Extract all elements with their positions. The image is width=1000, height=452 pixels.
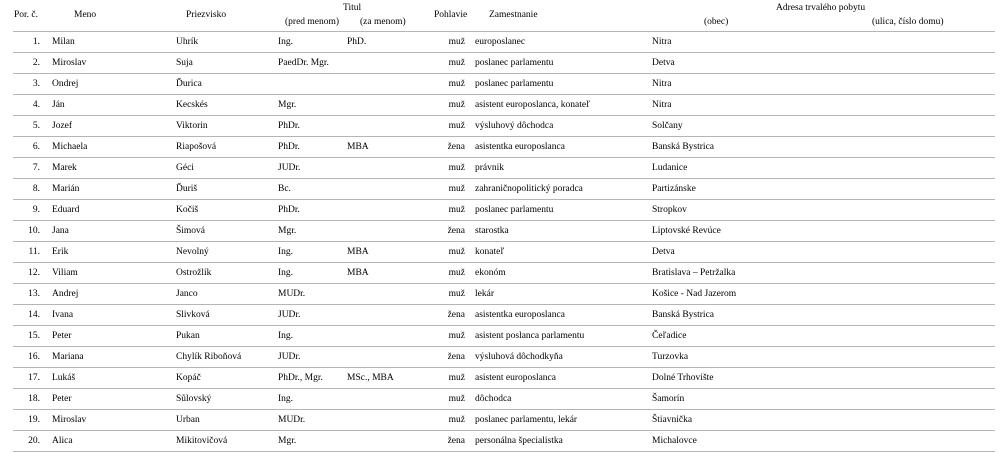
table-row	[13, 179, 995, 200]
pohlavie-cell: muž	[427, 158, 469, 179]
table-row	[13, 200, 995, 221]
meno-cell: Ondrej	[45, 74, 169, 95]
pohlavie-cell: muž	[427, 389, 469, 410]
pohlavie-cell: muž	[427, 368, 469, 389]
priezvisko-cell: Janco	[169, 284, 271, 305]
row-number: 12.	[13, 263, 45, 284]
meno-cell: Jozef	[45, 116, 169, 137]
pohlavie-cell: muž	[427, 410, 469, 431]
header-adresa-ulica: (ulica, číslo domu)	[872, 17, 944, 27]
titul-za-cell	[340, 116, 427, 137]
titul-za-cell	[340, 326, 427, 347]
table-row	[13, 137, 995, 158]
obec-cell: Dolné Trhovište	[645, 368, 995, 389]
obec-cell: Bratislava – Petržalka	[645, 263, 995, 284]
meno-cell: Michaela	[45, 137, 169, 158]
obec-cell: Liptovské Revúce	[645, 221, 995, 242]
pohlavie-cell: žena	[427, 431, 469, 452]
meno-cell: Jana	[45, 221, 169, 242]
meno-cell: Marek	[45, 158, 169, 179]
titul-za-cell	[340, 179, 427, 200]
zamestnanie-cell: dôchodca	[469, 389, 645, 410]
titul-pred-cell: PhDr.	[271, 200, 340, 221]
obec-cell: Štiavnička	[645, 410, 995, 431]
meno-cell: Peter	[45, 326, 169, 347]
row-number: 17.	[13, 368, 45, 389]
row-number: 10.	[13, 221, 45, 242]
row-number: 6.	[13, 137, 45, 158]
priezvisko-cell: Uhrík	[169, 32, 271, 53]
table-row	[13, 389, 995, 410]
titul-pred-cell: PhDr., Mgr.	[271, 368, 340, 389]
zamestnanie-cell: asistent europoslanca, konateľ	[469, 95, 645, 116]
obec-cell: Košice - Nad Jazerom	[645, 284, 995, 305]
titul-pred-cell: JUDr.	[271, 158, 340, 179]
titul-za-cell	[340, 158, 427, 179]
priezvisko-cell: Urban	[169, 410, 271, 431]
titul-za-cell	[340, 347, 427, 368]
meno-cell: Milan	[45, 32, 169, 53]
zamestnanie-cell: poslanec parlamentu	[469, 200, 645, 221]
priezvisko-cell: Suja	[169, 53, 271, 74]
pohlavie-cell: žena	[427, 305, 469, 326]
obec-cell: Ludanice	[645, 158, 995, 179]
header-zamestnanie: Zamestnanie	[489, 10, 538, 20]
row-number: 18.	[13, 389, 45, 410]
header-adresa: Adresa trvalého pobytu	[776, 3, 866, 13]
titul-za-cell	[340, 305, 427, 326]
zamestnanie-cell: asistent poslanca parlamentu	[469, 326, 645, 347]
zamestnanie-cell: výsluhový dôchodca	[469, 116, 645, 137]
row-number: 16.	[13, 347, 45, 368]
obec-cell: Partizánske	[645, 179, 995, 200]
priezvisko-cell: Pukan	[169, 326, 271, 347]
table-row	[13, 242, 995, 263]
zamestnanie-cell: právnik	[469, 158, 645, 179]
row-number: 2.	[13, 53, 45, 74]
row-number: 19.	[13, 410, 45, 431]
titul-pred-cell: Ing.	[271, 389, 340, 410]
pohlavie-cell: muž	[427, 53, 469, 74]
header-adresa-obec: (obec)	[704, 17, 729, 27]
meno-cell: Ján	[45, 95, 169, 116]
zamestnanie-cell: poslanec parlamentu	[469, 74, 645, 95]
titul-pred-cell: Ing.	[271, 32, 340, 53]
row-number: 11.	[13, 242, 45, 263]
pohlavie-cell: muž	[427, 263, 469, 284]
zamestnanie-cell: personálna špecialistka	[469, 431, 645, 452]
row-number: 4.	[13, 95, 45, 116]
obec-cell: Turzovka	[645, 347, 995, 368]
table-body	[13, 32, 995, 452]
titul-za-cell	[340, 389, 427, 410]
priezvisko-cell: Kočiš	[169, 200, 271, 221]
pohlavie-cell: žena	[427, 137, 469, 158]
titul-za-cell: MSc., MBA	[340, 368, 427, 389]
obec-cell: Solčany	[645, 116, 995, 137]
table-row	[13, 32, 995, 53]
zamestnanie-cell: asistentka europoslanca	[469, 305, 645, 326]
priezvisko-cell: Géci	[169, 158, 271, 179]
row-number: 8.	[13, 179, 45, 200]
titul-pred-cell	[271, 74, 340, 95]
titul-pred-cell: JUDr.	[271, 305, 340, 326]
pohlavie-cell: muž	[427, 200, 469, 221]
pohlavie-cell: muž	[427, 242, 469, 263]
titul-za-cell: PhD.	[340, 32, 427, 53]
zamestnanie-cell: zahraničnopolitický poradca	[469, 179, 645, 200]
priezvisko-cell: Sůlovský	[169, 389, 271, 410]
meno-cell: Eduard	[45, 200, 169, 221]
table-row	[13, 95, 995, 116]
titul-pred-cell: Ing.	[271, 263, 340, 284]
priezvisko-cell: Viktorin	[169, 116, 271, 137]
header-titul-pred: (pred menom)	[285, 17, 340, 27]
zamestnanie-cell: asistentka europoslanca	[469, 137, 645, 158]
zamestnanie-cell: poslanec parlamentu, lekár	[469, 410, 645, 431]
zamestnanie-cell: asistent europoslanca	[469, 368, 645, 389]
priezvisko-cell: Šimová	[169, 221, 271, 242]
candidate-table	[13, 31, 995, 452]
titul-za-cell: MBA	[340, 263, 427, 284]
obec-cell: Detva	[645, 53, 995, 74]
titul-pred-cell: PhDr.	[271, 116, 340, 137]
obec-cell: Banská Bystrica	[645, 305, 995, 326]
zamestnanie-cell: konateľ	[469, 242, 645, 263]
table-row	[13, 326, 995, 347]
obec-cell: Nitra	[645, 95, 995, 116]
row-number: 14.	[13, 305, 45, 326]
obec-cell: Nitra	[645, 32, 995, 53]
meno-cell: Lukáš	[45, 368, 169, 389]
row-number: 15.	[13, 326, 45, 347]
meno-cell: Mariana	[45, 347, 169, 368]
row-number: 13.	[13, 284, 45, 305]
pohlavie-cell: muž	[427, 74, 469, 95]
obec-cell: Nitra	[645, 74, 995, 95]
meno-cell: Miroslav	[45, 410, 169, 431]
header-meno: Meno	[74, 10, 97, 20]
titul-pred-cell: PhDr.	[271, 137, 340, 158]
table-row	[13, 347, 995, 368]
pohlavie-cell: muž	[427, 32, 469, 53]
row-number: 9.	[13, 200, 45, 221]
obec-cell: Michalovce	[645, 431, 995, 452]
titul-za-cell	[340, 284, 427, 305]
table-row	[13, 368, 995, 389]
row-number: 20.	[13, 431, 45, 452]
priezvisko-cell: Chylík Riboňová	[169, 347, 271, 368]
titul-za-cell	[340, 221, 427, 242]
zamestnanie-cell: poslanec parlamentu	[469, 53, 645, 74]
row-number: 5.	[13, 116, 45, 137]
priezvisko-cell: Mikitovičová	[169, 431, 271, 452]
pohlavie-cell: žena	[427, 221, 469, 242]
meno-cell: Alica	[45, 431, 169, 452]
titul-pred-cell: Mgr.	[271, 95, 340, 116]
titul-za-cell	[340, 431, 427, 452]
priezvisko-cell: Riapošová	[169, 137, 271, 158]
priezvisko-cell: Kecskés	[169, 95, 271, 116]
table-row	[13, 74, 995, 95]
table-row	[13, 53, 995, 74]
zamestnanie-cell: europoslanec	[469, 32, 645, 53]
titul-pred-cell: Mgr.	[271, 221, 340, 242]
row-number: 3.	[13, 74, 45, 95]
header-por: Por. č.	[14, 10, 39, 20]
priezvisko-cell: Nevolný	[169, 242, 271, 263]
titul-pred-cell: Bc.	[271, 179, 340, 200]
priezvisko-cell: Ďuriš	[169, 179, 271, 200]
titul-za-cell	[340, 410, 427, 431]
pohlavie-cell: muž	[427, 95, 469, 116]
titul-pred-cell: Ing.	[271, 242, 340, 263]
header-pohlavie: Pohlavie	[434, 10, 468, 20]
pohlavie-cell: muž	[427, 326, 469, 347]
meno-cell: Marián	[45, 179, 169, 200]
titul-za-cell: MBA	[340, 242, 427, 263]
table-row	[13, 263, 995, 284]
header-titul-za: (za menom)	[360, 17, 406, 27]
titul-pred-cell: JUDr.	[271, 347, 340, 368]
zamestnanie-cell: starostka	[469, 221, 645, 242]
pohlavie-cell: muž	[427, 116, 469, 137]
pohlavie-cell: žena	[427, 347, 469, 368]
table-row	[13, 305, 995, 326]
zamestnanie-cell: ekonóm	[469, 263, 645, 284]
header-titul: Titul	[343, 3, 362, 13]
titul-pred-cell: MUDr.	[271, 284, 340, 305]
obec-cell: Šamorín	[645, 389, 995, 410]
row-number: 7.	[13, 158, 45, 179]
titul-za-cell	[340, 200, 427, 221]
obec-cell: Stropkov	[645, 200, 995, 221]
pohlavie-cell: muž	[427, 179, 469, 200]
table-row	[13, 410, 995, 431]
titul-pred-cell: Mgr.	[271, 431, 340, 452]
table-row	[13, 431, 995, 452]
titul-za-cell	[340, 74, 427, 95]
titul-pred-cell: MUDr.	[271, 410, 340, 431]
table-row	[13, 284, 995, 305]
meno-cell: Andrej	[45, 284, 169, 305]
row-number: 1.	[13, 32, 45, 53]
titul-za-cell: MBA	[340, 137, 427, 158]
meno-cell: Viliam	[45, 263, 169, 284]
obec-cell: Čeľadice	[645, 326, 995, 347]
table-row	[13, 116, 995, 137]
header-priezvisko: Priezvisko	[186, 10, 227, 20]
priezvisko-cell: Slivková	[169, 305, 271, 326]
table-row	[13, 158, 995, 179]
priezvisko-cell: Ostrožlík	[169, 263, 271, 284]
zamestnanie-cell: lekár	[469, 284, 645, 305]
titul-za-cell	[340, 53, 427, 74]
meno-cell: Peter	[45, 389, 169, 410]
obec-cell: Banská Bystrica	[645, 137, 995, 158]
zamestnanie-cell: výsluhová dôchodkyňa	[469, 347, 645, 368]
titul-za-cell	[340, 95, 427, 116]
titul-pred-cell: Ing.	[271, 326, 340, 347]
meno-cell: Miroslav	[45, 53, 169, 74]
meno-cell: Ivana	[45, 305, 169, 326]
table-header	[0, 0, 1000, 30]
priezvisko-cell: Kopáč	[169, 368, 271, 389]
obec-cell: Detva	[645, 242, 995, 263]
table-row	[13, 221, 995, 242]
meno-cell: Erik	[45, 242, 169, 263]
priezvisko-cell: Ďurica	[169, 74, 271, 95]
pohlavie-cell: muž	[427, 284, 469, 305]
titul-pred-cell: PaedDr. Mgr.	[271, 53, 340, 74]
